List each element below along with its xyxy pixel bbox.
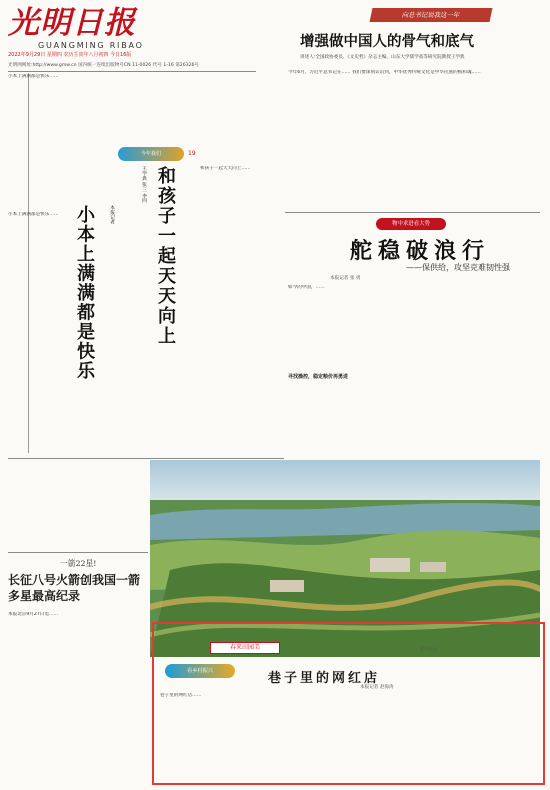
photo-caption: 春来田园美 bbox=[210, 642, 280, 654]
lead-body: 今年6月，习近平总书记在…… 我们要深刻认识到，中华优秀传统文化是中华民族的根和魂…… bbox=[288, 70, 481, 75]
left-bottom-kicker: 一箭22星! bbox=[60, 559, 97, 568]
date-line: 2022年9月29日 星期四 农历壬寅年八月初四 今日16版 bbox=[8, 52, 132, 58]
feature3-subhead: 寻找操控，稳定粮价再勇进 bbox=[288, 374, 349, 380]
feature-tag: 今年我们 bbox=[118, 147, 184, 161]
pick-headline: 巷子里的网红店 bbox=[268, 671, 381, 686]
feature2-byline: 本报记者 bbox=[109, 205, 114, 225]
feature3-body: 如今的中国，…… bbox=[288, 285, 325, 290]
pick-byline: 本报记者 赵海涛 bbox=[360, 685, 394, 690]
feature-issue: 19 bbox=[188, 150, 196, 157]
left-bottom-headline: 长征八号火箭创我国一箭多星最高纪录 bbox=[8, 573, 141, 603]
feature1-byline: 王学典 张三 李四 bbox=[141, 166, 146, 203]
feature2-headline: 小本上满满都是快乐 bbox=[74, 205, 95, 381]
pick-body: 巷子里的网红店…… bbox=[160, 693, 202, 698]
masthead-subtitle: GUANGMING RIBAO bbox=[38, 41, 144, 50]
feature3-tag: 物中求进看大势 bbox=[376, 218, 446, 230]
feature1-body: 和孩子一起天天向上…… bbox=[200, 166, 251, 171]
pick-tag: 看乡村振兴 bbox=[165, 664, 235, 678]
lead-headline: 增强做中国人的骨气和底气 bbox=[300, 33, 474, 50]
feature3-deck: ——保供给，攻坚克难韧性强 bbox=[406, 263, 510, 272]
lead-deck: 讲述人:全国政协委员、《文史哲》杂志主编、山东大学儒学高等研究院教授王学典 bbox=[300, 55, 465, 60]
left-col-text: 小本上满满都是快乐…… bbox=[8, 74, 59, 79]
feature2-body: 小本上满满都是快乐…… bbox=[8, 212, 59, 217]
feature3-headline: 舵稳破浪行 bbox=[349, 238, 490, 264]
feature3-byline: 本报记者 张 勇 bbox=[330, 276, 361, 281]
meta-line: 光明网网址:http://www.gmw.cn 国内统一连续出版物号CN 11-0026 代号 1-16 第26326号 bbox=[8, 63, 200, 68]
left-bottom-body: 本报北京9月27日电…… bbox=[8, 612, 59, 617]
left-col-top bbox=[8, 74, 100, 212]
masthead-title: 光明日报 bbox=[8, 5, 136, 41]
photo-credit: 新华社发 bbox=[420, 648, 438, 653]
top-banner: 向总书记说我这一年 bbox=[370, 8, 493, 22]
feature1-headline: 和孩子一起天天向上 bbox=[155, 166, 176, 346]
